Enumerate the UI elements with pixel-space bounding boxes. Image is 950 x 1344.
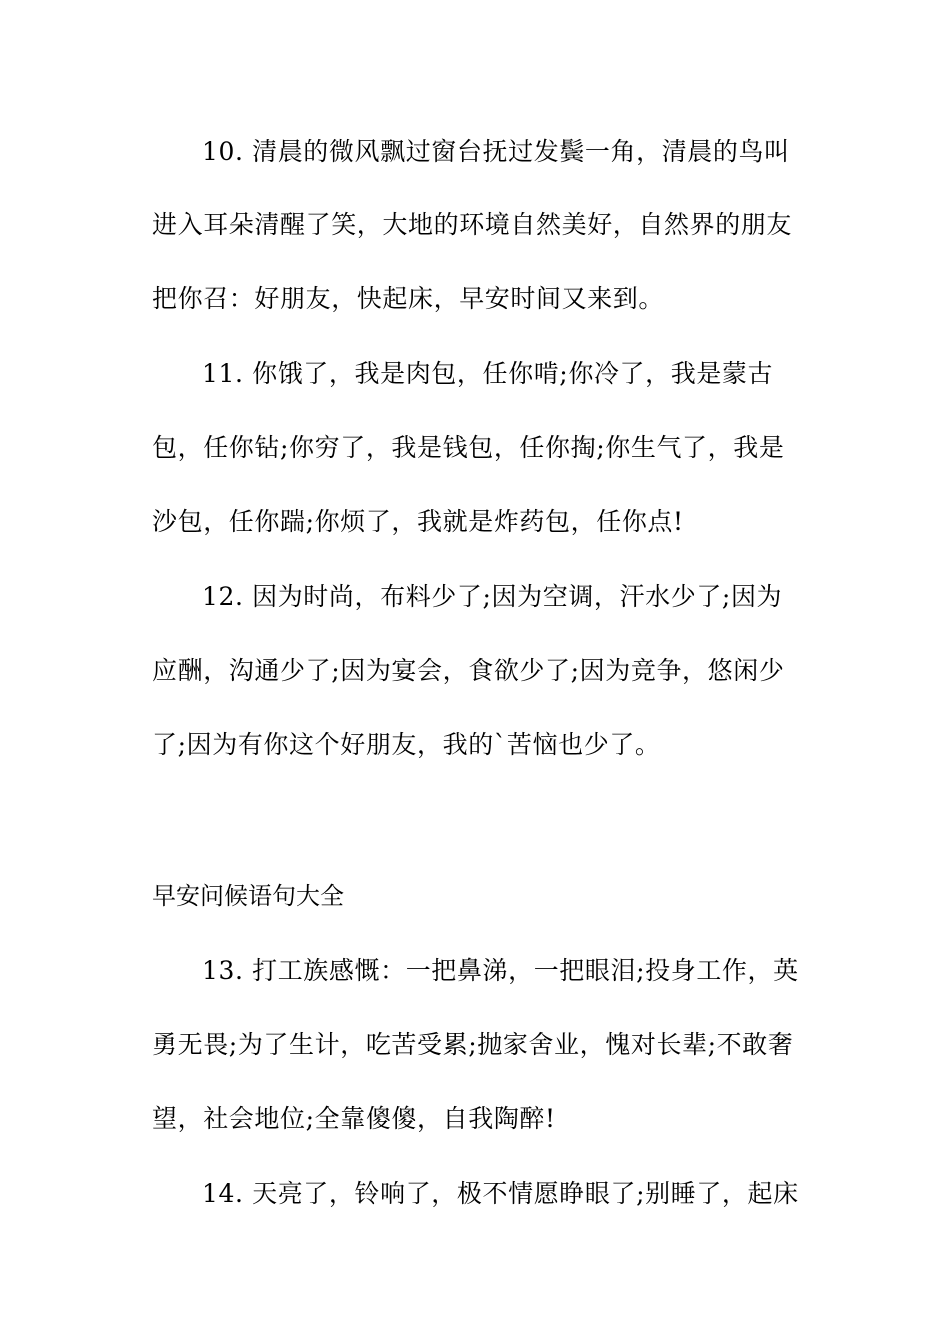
paragraph-13-line-3: 望，社会地位;全靠傻傻，自我陶醉! <box>152 1104 556 1133</box>
paragraph-10-line-2: 进入耳朵清醒了笑，大地的环境自然美好，自然界的朋友 <box>152 210 793 239</box>
paragraph-13-line-2: 勇无畏;为了生计，吃苦受累;抛家舍业，愧对长辈;不敢奢 <box>152 1030 794 1059</box>
paragraph-11-line-3: 沙包，任你踹;你烦了，我就是炸药包，任你点! <box>152 507 684 536</box>
paragraph-10-line-1: 10. 清晨的微风飘过窗台抚过发鬓一角，清晨的鸟叫 <box>202 137 790 166</box>
paragraph-14-line-1: 14. 天亮了，铃响了，极不情愿睁眼了;别睡了，起床 <box>202 1179 799 1208</box>
section-heading: 早安问候语句大全 <box>152 882 344 910</box>
paragraph-11-line-1: 11. 你饿了，我是肉包，任你啃;你冷了，我是蒙古 <box>202 359 774 388</box>
paragraph-10-line-3: 把你召：好朋友，快起床，早安时间又来到。 <box>152 284 665 313</box>
paragraph-12-line-2: 应酬，沟通少了;因为宴会，食欲少了;因为竞争，悠闲少 <box>152 656 785 685</box>
paragraph-12-line-1: 12. 因为时尚，布料少了;因为空调，汗水少了;因为 <box>202 582 783 611</box>
paragraph-12-line-3: 了;因为有你这个好朋友，我的`苦恼也少了。 <box>152 730 661 759</box>
paragraph-11-line-2: 包，任你钻;你穷了，我是钱包，任你掏;你生气了，我是 <box>152 433 785 462</box>
paragraph-13-line-1: 13. 打工族感慨：一把鼻涕，一把眼泪;投身工作，英 <box>202 956 799 985</box>
